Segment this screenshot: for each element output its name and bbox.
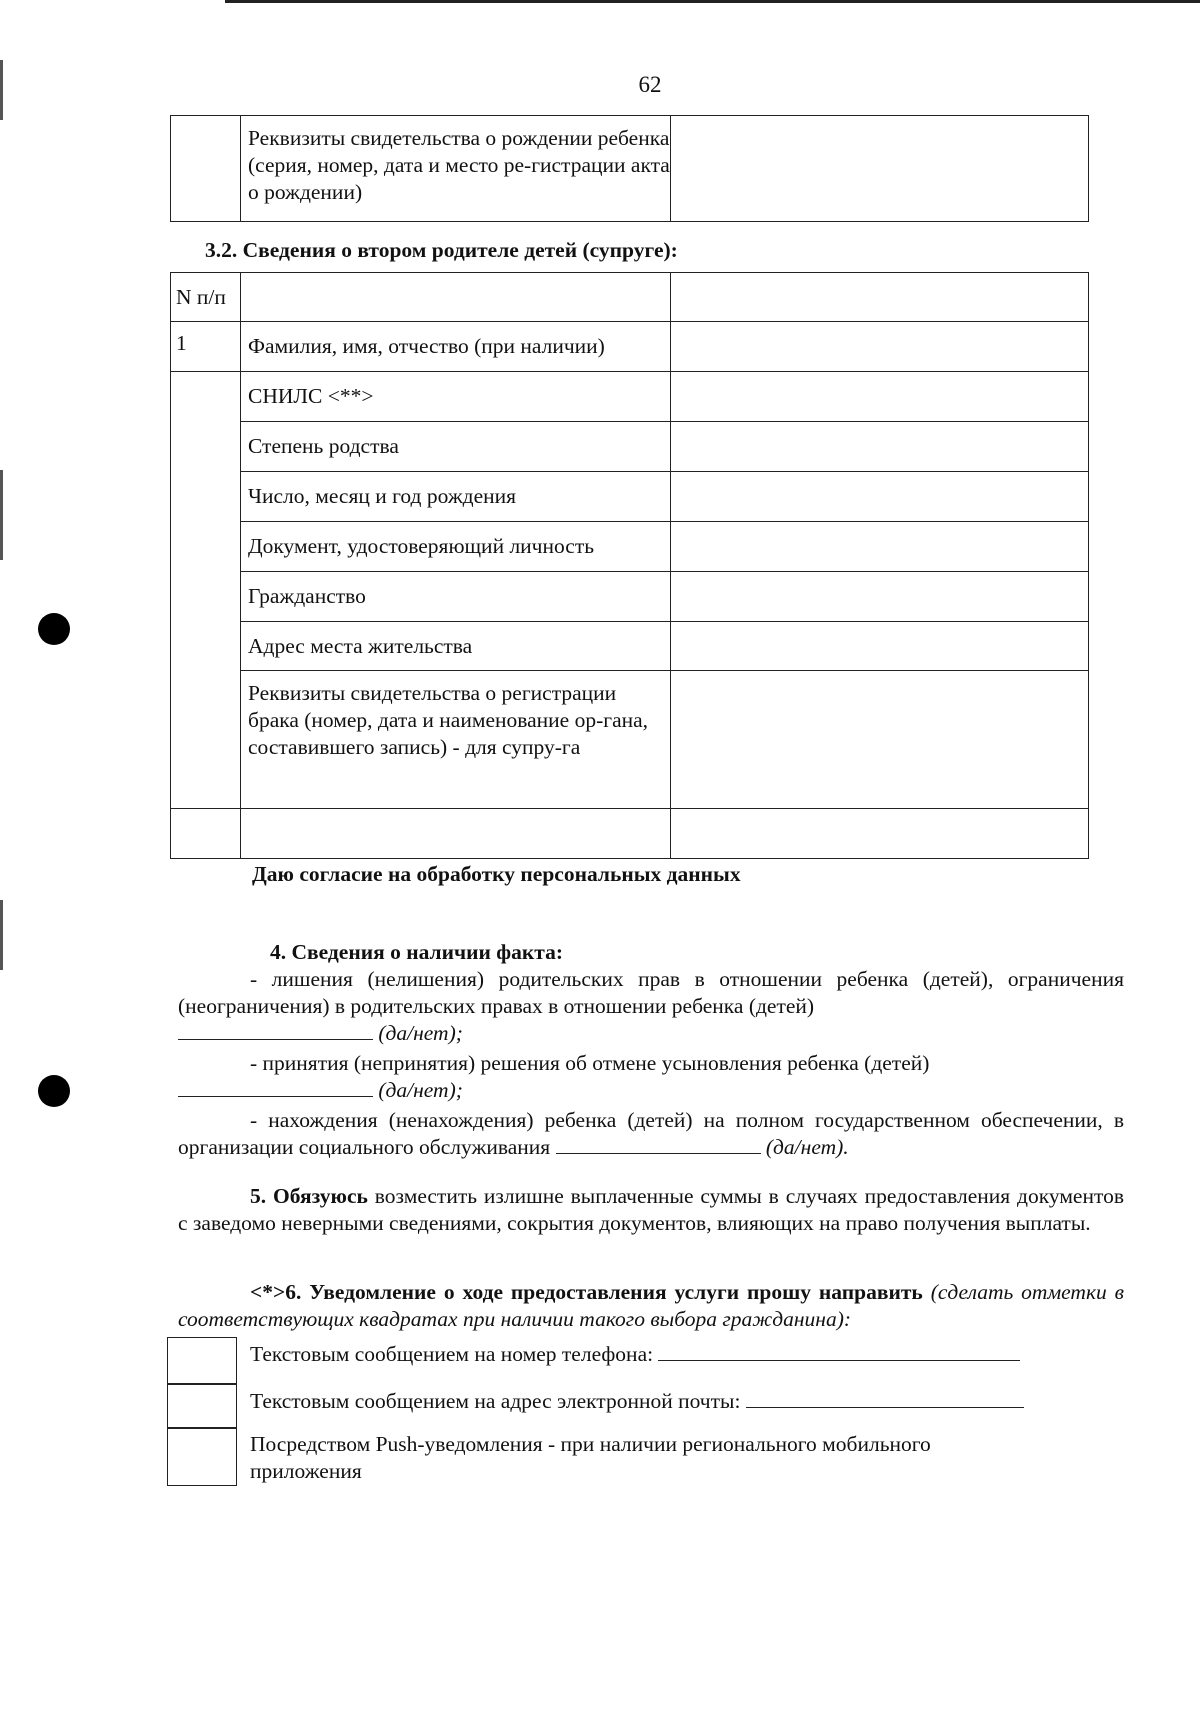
table-header-row bbox=[171, 273, 1089, 322]
row-number-cell bbox=[171, 372, 241, 422]
row-value-cell[interactable] bbox=[671, 671, 1089, 809]
section-6-lead: <*>6. Уведомление о ходе предоставления услуги прошу направить bbox=[250, 1280, 923, 1304]
section-3-2-heading: 3.2. Сведения о втором родителе детей (супруге): bbox=[205, 238, 678, 262]
scan-edge-mark bbox=[0, 900, 3, 970]
table-row bbox=[171, 116, 1089, 222]
notify-phone-option bbox=[250, 1341, 1020, 1368]
notify-email-option bbox=[250, 1388, 1024, 1415]
row-value-cell[interactable] bbox=[671, 422, 1089, 472]
answer-blank[interactable] bbox=[556, 1135, 761, 1154]
row-label-cell bbox=[241, 809, 671, 859]
top-edge-rule bbox=[225, 0, 1200, 3]
section-4-heading: 4. Сведения о наличии факта: bbox=[270, 940, 564, 964]
row-value-cell[interactable] bbox=[671, 572, 1089, 622]
table-row bbox=[171, 472, 1089, 522]
notify-push-option bbox=[250, 1431, 1040, 1485]
table-row bbox=[171, 622, 1089, 671]
section-5-paragraph bbox=[178, 1183, 1124, 1237]
notify-email-label: Текстовым сообщением на адрес электронной почты: bbox=[250, 1389, 741, 1413]
item-3-text: - нахождения (ненахождения) ребенка (детей) на полном государственном обеспечении, в организации социального обслуживания bbox=[178, 1108, 1124, 1159]
email-field[interactable] bbox=[746, 1389, 1024, 1408]
table-row bbox=[171, 671, 1089, 809]
section-6-hint: (сделать отметки в соответствующих квадратах при наличии такого выбора гражданина): bbox=[178, 1280, 1125, 1331]
notify-phone-checkbox[interactable] bbox=[167, 1337, 237, 1385]
scan-edge-mark bbox=[0, 470, 3, 560]
row-label-cell: СНИЛС <**> bbox=[241, 372, 671, 422]
row-value-cell[interactable] bbox=[671, 372, 1089, 422]
notify-push-label: Посредством Push-уведомления - при наличии регионального мобильного приложения bbox=[250, 1432, 931, 1483]
consent-statement: Даю согласие на обработку персональных данных bbox=[252, 862, 741, 886]
answer-blank[interactable] bbox=[178, 1021, 373, 1040]
table-row bbox=[171, 572, 1089, 622]
row-label-cell: Реквизиты свидетельства о регистрации брака (номер, дата и наименование ор-гана, составившего запись) - для супру-га bbox=[241, 671, 671, 809]
answer-hint: (да/нет); bbox=[378, 1078, 463, 1102]
row-label-cell: Гражданство bbox=[241, 572, 671, 622]
notify-email-checkbox[interactable] bbox=[167, 1383, 237, 1429]
column-header-number: N п/п bbox=[171, 273, 241, 322]
row-label-cell: Число, месяц и год рождения bbox=[241, 472, 671, 522]
row-label-cell: Фамилия, имя, отчество (при наличии) bbox=[241, 322, 671, 372]
second-parent-table bbox=[170, 272, 1089, 859]
binder-hole bbox=[38, 1075, 70, 1107]
row-value-cell[interactable] bbox=[671, 472, 1089, 522]
answer-hint: (да/нет); bbox=[378, 1021, 463, 1045]
section-4-item-2 bbox=[178, 1050, 1124, 1104]
phone-number-field[interactable] bbox=[658, 1342, 1020, 1361]
table-row bbox=[171, 322, 1089, 372]
birth-certificate-table bbox=[170, 115, 1089, 222]
section-6-paragraph bbox=[178, 1279, 1124, 1333]
column-header-label bbox=[241, 273, 671, 322]
section-4-item-3 bbox=[178, 1107, 1124, 1161]
row-number-cell bbox=[171, 422, 241, 472]
row-number-cell bbox=[171, 522, 241, 572]
row-number-cell bbox=[171, 809, 241, 859]
section-5-text: возместить излишне выплаченные суммы в случаях предоставления документов с заведомо неверными сведениями, сокрытия документов, влияющих на право получения выплаты. bbox=[178, 1184, 1124, 1235]
table-row bbox=[171, 422, 1089, 472]
answer-hint: (да/нет). bbox=[765, 1135, 849, 1159]
row-number-cell bbox=[171, 671, 241, 809]
section-5-lead: 5. Обязуюсь bbox=[250, 1184, 368, 1208]
row-number-cell bbox=[171, 572, 241, 622]
notify-phone-label: Текстовым сообщением на номер телефона: bbox=[250, 1342, 654, 1366]
item-2-text: - принятия (непринятия) решения об отмене усыновления ребенка (детей) bbox=[250, 1051, 930, 1075]
row-value-cell[interactable] bbox=[671, 322, 1089, 372]
row-value-cell[interactable] bbox=[671, 116, 1089, 222]
row-number-cell bbox=[171, 622, 241, 671]
binder-hole bbox=[38, 613, 70, 645]
row-number-cell bbox=[171, 472, 241, 522]
table-row bbox=[171, 522, 1089, 572]
item-1-text: - лишения (нелишения) родительских прав в отношении ребенка (детей), ограничения (неограничения) в родительских правах в отношении ребенка (детей) bbox=[178, 967, 1124, 1018]
row-label-cell: Адрес места жительства bbox=[241, 622, 671, 671]
page-number: 62 bbox=[638, 72, 662, 97]
row-value-cell[interactable] bbox=[671, 522, 1089, 572]
answer-blank[interactable] bbox=[178, 1078, 373, 1097]
row-number-cell bbox=[171, 116, 241, 222]
row-label-cell: Документ, удостоверяющий личность bbox=[241, 522, 671, 572]
row-value-cell[interactable] bbox=[671, 622, 1089, 671]
column-header-value bbox=[671, 273, 1089, 322]
table-row bbox=[171, 809, 1089, 859]
table-row bbox=[171, 372, 1089, 422]
row-value-cell[interactable] bbox=[671, 809, 1089, 859]
row-label-cell: Степень родства bbox=[241, 422, 671, 472]
row-number-cell: 1 bbox=[171, 322, 241, 372]
section-4-item-1 bbox=[178, 966, 1124, 1047]
row-label-cell: Реквизиты свидетельства о рождении ребенка (серия, номер, дата и место ре-гистрации акта о рождении) bbox=[241, 116, 671, 222]
notify-push-checkbox[interactable] bbox=[167, 1427, 237, 1486]
